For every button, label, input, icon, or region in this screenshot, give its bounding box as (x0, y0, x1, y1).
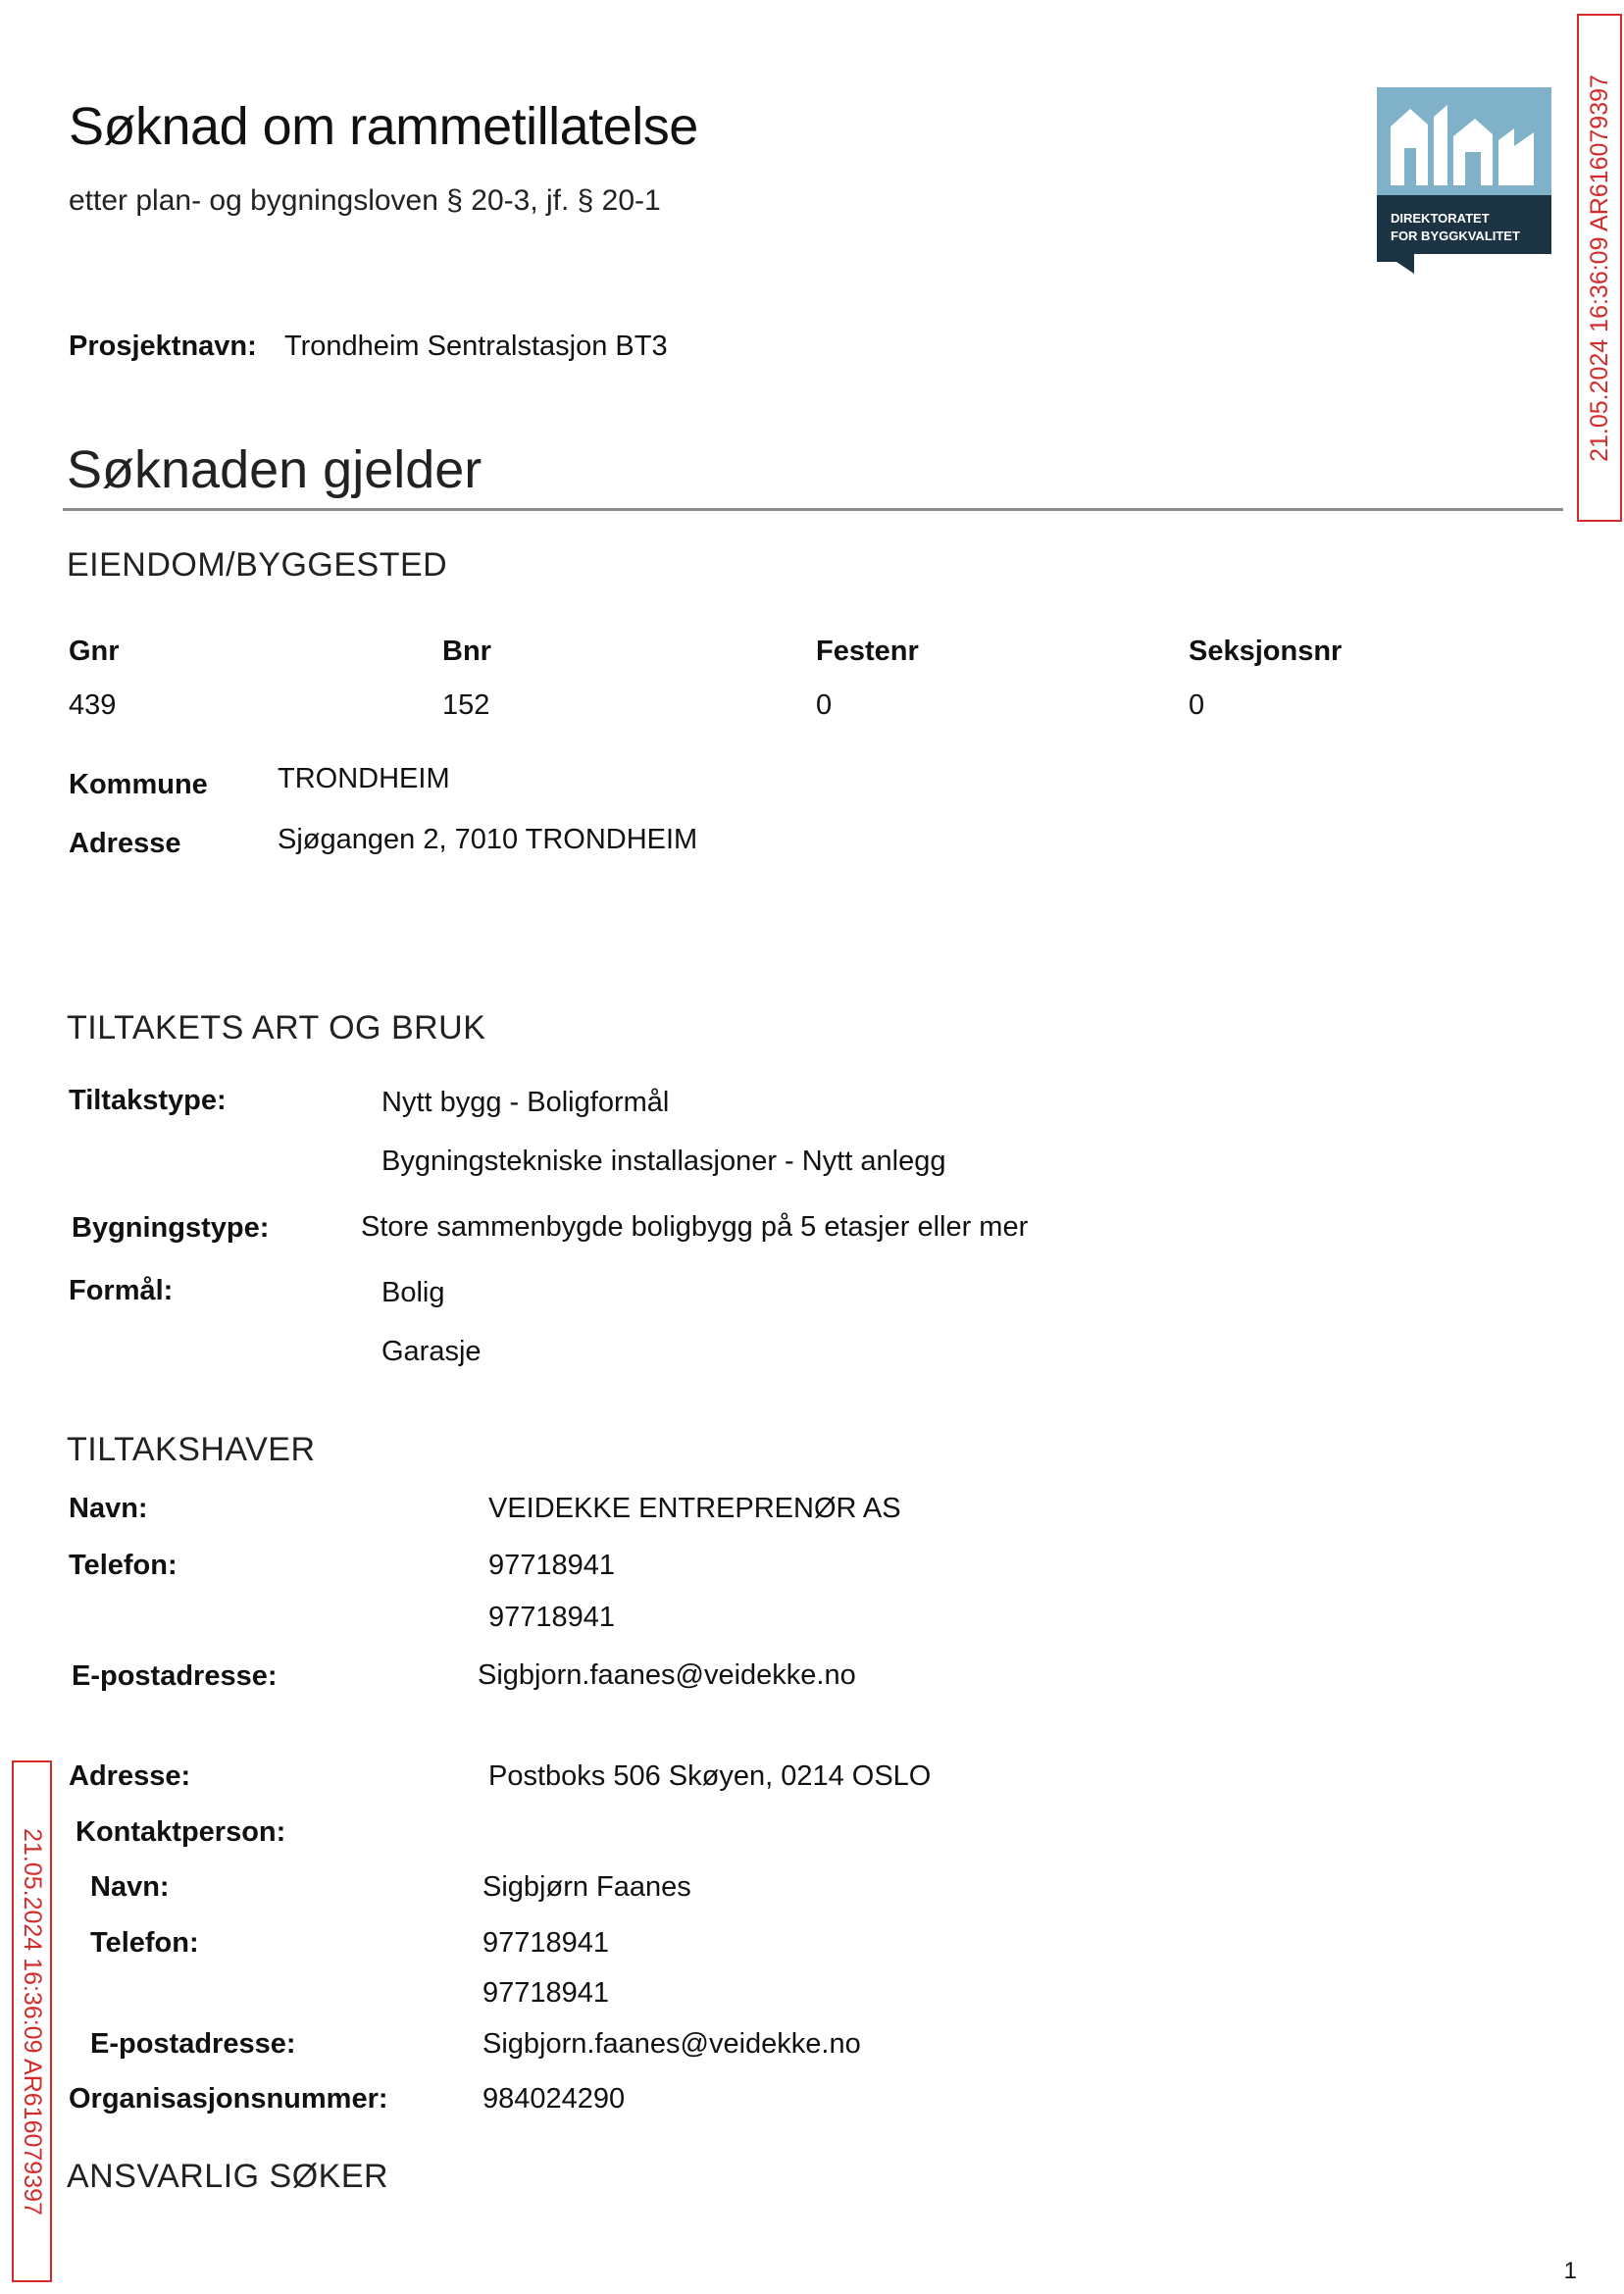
tiltakstype-value-2: Bygningstekniske installasjoner - Nytt anlegg (381, 1146, 946, 1177)
section-title: Søknaden gjelder (67, 440, 482, 499)
property-heading: EIENDOM/BYGGESTED (67, 546, 448, 584)
owner-address-value: Postboks 506 Skøyen, 0214 OSLO (488, 1760, 932, 1792)
org-number-label: Organisasjonsnummer: (69, 2083, 388, 2115)
dibk-logo (1377, 87, 1551, 274)
bnr-value: 152 (442, 689, 490, 721)
owner-phone-label: Telefon: (69, 1550, 178, 1581)
formal-value-2: Garasje (381, 1336, 482, 1367)
stamp-text: 21.05.2024 16:36:09 AR616079397 (19, 1827, 46, 2216)
gnr-label: Gnr (69, 636, 120, 667)
contact-phone-label: Telefon: (90, 1927, 199, 1959)
contact-phone-value-1: 97718941 (482, 1927, 610, 1959)
gnr-value: 439 (69, 689, 117, 721)
owner-name-value: VEIDEKKE ENTREPRENØR AS (488, 1493, 901, 1524)
document-subtitle: etter plan- og bygningsloven § 20-3, jf. § 20-1 (69, 184, 661, 217)
kommune-label: Kommune (69, 769, 208, 800)
contact-person-label: Kontaktperson: (76, 1816, 286, 1848)
seksjonsnr-value: 0 (1189, 689, 1205, 721)
contact-name-label: Navn: (90, 1871, 170, 1903)
tiltakstype-value-1: Nytt bygg - Boligformål (381, 1087, 670, 1118)
measure-heading: TILTAKETS ART OG BRUK (67, 1009, 486, 1046)
bygningstype-value: Store sammenbygde boligbygg på 5 etasjer eller mer (361, 1211, 1029, 1243)
owner-phone-value-2: 97718941 (488, 1602, 616, 1633)
festenr-label: Festenr (816, 636, 919, 667)
bnr-label: Bnr (442, 636, 491, 667)
owner-name-label: Navn: (69, 1493, 148, 1524)
org-number-value: 984024290 (482, 2083, 626, 2115)
formal-label: Formål: (69, 1275, 174, 1306)
seksjonsnr-label: Seksjonsnr (1189, 636, 1343, 667)
document-title: Søknad om rammetillatelse (69, 97, 698, 156)
tiltakstype-label: Tiltakstype: (69, 1085, 227, 1116)
contact-email-label: E-postadresse: (90, 2028, 296, 2060)
page-number: 1 (1563, 2258, 1577, 2284)
project-name-label: Prosjektnavn: (69, 331, 257, 362)
owner-email-value: Sigbjorn.faanes@veidekke.no (478, 1659, 856, 1691)
logo-text-line2: FOR BYGGKVALITET (1391, 229, 1520, 243)
timestamp-stamp-top (1577, 14, 1622, 522)
stamp-text: 21.05.2024 16:36:09 AR616079397 (1585, 74, 1613, 462)
applicant-heading: ANSVARLIG SØKER (67, 2158, 389, 2195)
owner-phone-value-1: 97718941 (488, 1550, 616, 1581)
owner-heading: TILTAKSHAVER (67, 1431, 316, 1468)
owner-email-label: E-postadresse: (72, 1660, 278, 1692)
contact-name-value: Sigbjørn Faanes (482, 1871, 691, 1903)
festenr-value: 0 (816, 689, 833, 721)
formal-value-1: Bolig (381, 1277, 445, 1308)
bygningstype-label: Bygningstype: (72, 1212, 270, 1244)
contact-phone-value-2: 97718941 (482, 1977, 610, 2009)
timestamp-stamp-left (12, 1760, 52, 2282)
project-name-value: Trondheim Sentralstasjon BT3 (284, 331, 668, 362)
adresse-value: Sjøgangen 2, 7010 TRONDHEIM (278, 824, 698, 855)
section-divider (63, 508, 1563, 511)
kommune-value: TRONDHEIM (278, 763, 450, 794)
contact-email-value: Sigbjorn.faanes@veidekke.no (482, 2028, 861, 2060)
adresse-label: Adresse (69, 828, 181, 859)
logo-text-line1: DIREKTORATET (1391, 211, 1490, 226)
owner-address-label: Adresse: (69, 1760, 191, 1792)
